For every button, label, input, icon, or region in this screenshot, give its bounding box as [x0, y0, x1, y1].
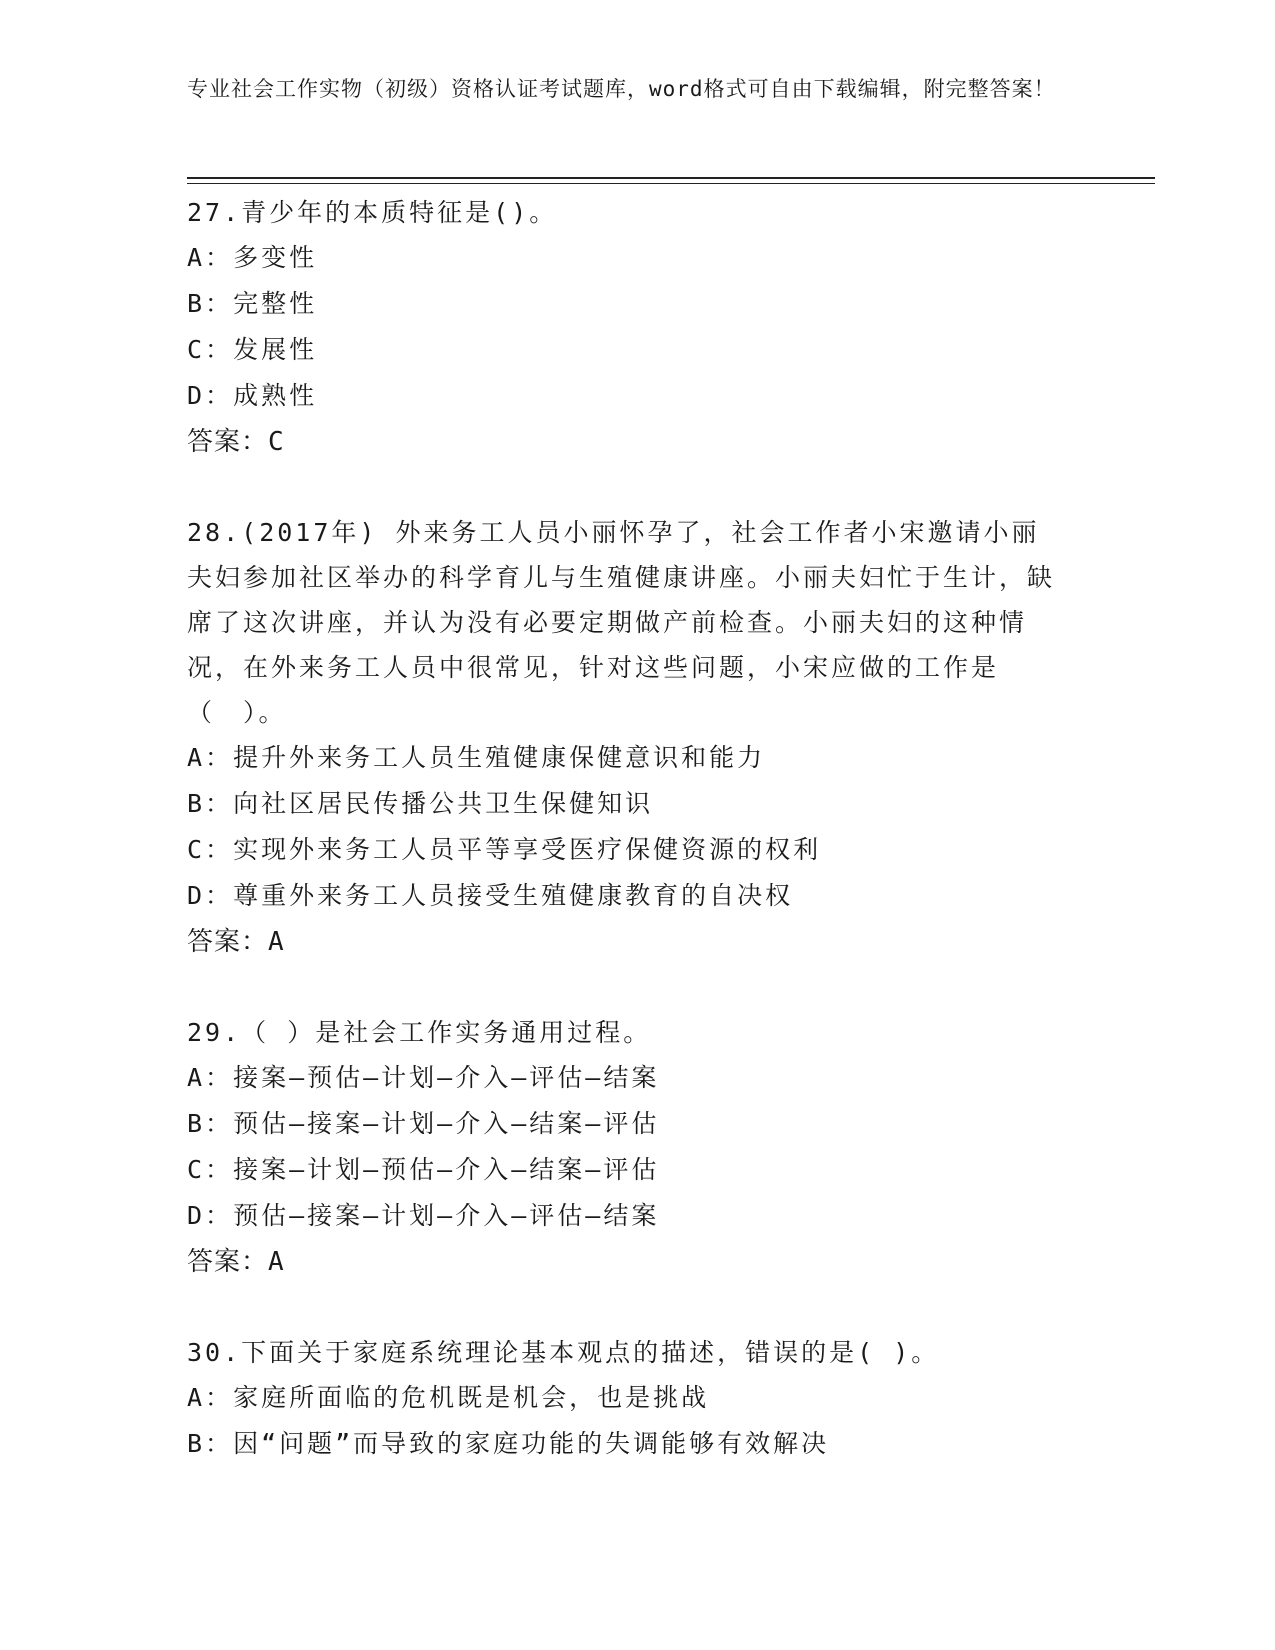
option-key: B：	[187, 1109, 234, 1138]
question-28	[187, 510, 1067, 965]
option-a	[187, 235, 1067, 281]
option-text: 向社区居民传播公共卫生保健知识	[233, 789, 654, 818]
option-c	[187, 327, 1067, 373]
answer-line	[187, 419, 1067, 465]
option-b	[187, 1101, 1067, 1147]
header-text: 专业社会工作实物（初级）资格认证考试题库，word格式可自由下载编辑，附完整答案！	[187, 77, 1056, 101]
question-stem: 30.下面关于家庭系统理论基本观点的描述，错误的是( )。	[187, 1338, 940, 1367]
option-key: B：	[187, 289, 234, 318]
option-key: C：	[187, 835, 234, 864]
option-key: C：	[187, 1155, 234, 1184]
option-a	[187, 735, 1067, 781]
question-29	[187, 1010, 1067, 1285]
option-key: C：	[187, 335, 234, 364]
option-d	[187, 873, 1067, 919]
option-key: B：	[187, 1429, 234, 1458]
answer-line	[187, 919, 1067, 965]
option-text: 预估—接案—计划—介入—评估—结案	[233, 1201, 660, 1230]
option-key: A：	[187, 1383, 234, 1412]
option-text: 提升外来务工人员生殖健康保健意识和能力	[233, 743, 766, 772]
option-text: 成熟性	[233, 381, 318, 410]
option-text: 发展性	[233, 335, 318, 364]
option-b	[187, 781, 1067, 827]
question-list	[187, 190, 1067, 1512]
header-divider-thick	[187, 177, 1155, 179]
option-b	[187, 281, 1067, 327]
option-text: 因“问题”而导致的家庭功能的失调能够有效解决	[233, 1429, 830, 1458]
option-text: 多变性	[233, 243, 318, 272]
option-c	[187, 827, 1067, 873]
option-text: 家庭所面临的危机既是机会，也是挑战	[233, 1383, 710, 1412]
option-text: 实现外来务工人员平等享受医疗保健资源的权利	[233, 835, 822, 864]
option-key: D：	[187, 381, 234, 410]
option-a	[187, 1055, 1067, 1101]
option-text: 完整性	[233, 289, 318, 318]
option-key: A：	[187, 743, 234, 772]
question-stem: 29.（ ）是社会工作实务通用过程。	[187, 1018, 652, 1047]
option-b	[187, 1421, 1067, 1467]
option-d	[187, 373, 1067, 419]
option-text: 预估—接案—计划—介入—结案—评估	[233, 1109, 660, 1138]
option-text: 接案—计划—预估—介入—结案—评估	[233, 1155, 660, 1184]
option-key: B：	[187, 789, 234, 818]
answer-value: A	[268, 927, 285, 957]
option-c	[187, 1147, 1067, 1193]
answer-value: C	[268, 427, 285, 457]
option-key: A：	[187, 1063, 234, 1092]
option-a	[187, 1375, 1067, 1421]
option-key: D：	[187, 881, 234, 910]
question-stem: 28.(2017年) 外来务工人员小丽怀孕了，社会工作者小宋邀请小丽夫妇参加社区举办的科学育儿与生殖健康讲座。小丽夫妇忙于生计，缺席了这次讲座，并认为没有必要定期做产前检查。小丽夫妇的这种情况，在外来务工人员中很常见，针对这些问题，小宋应做的工作是（ ）。	[187, 518, 1056, 727]
answer-value: A	[268, 1247, 285, 1277]
option-d	[187, 1193, 1067, 1239]
answer-label: 答案：	[187, 427, 269, 457]
option-text: 尊重外来务工人员接受生殖健康教育的自决权	[233, 881, 794, 910]
answer-line	[187, 1239, 1067, 1285]
option-key: D：	[187, 1201, 234, 1230]
question-27	[187, 190, 1067, 465]
option-key: A：	[187, 243, 234, 272]
header-divider-thin	[187, 183, 1155, 184]
question-stem: 27.青少年的本质特征是()。	[187, 198, 558, 227]
answer-label: 答案：	[187, 1247, 269, 1277]
document-header	[187, 74, 1067, 105]
answer-label: 答案：	[187, 927, 269, 957]
option-text: 接案—预估—计划—介入—评估—结案	[233, 1063, 660, 1092]
question-30	[187, 1330, 1067, 1467]
